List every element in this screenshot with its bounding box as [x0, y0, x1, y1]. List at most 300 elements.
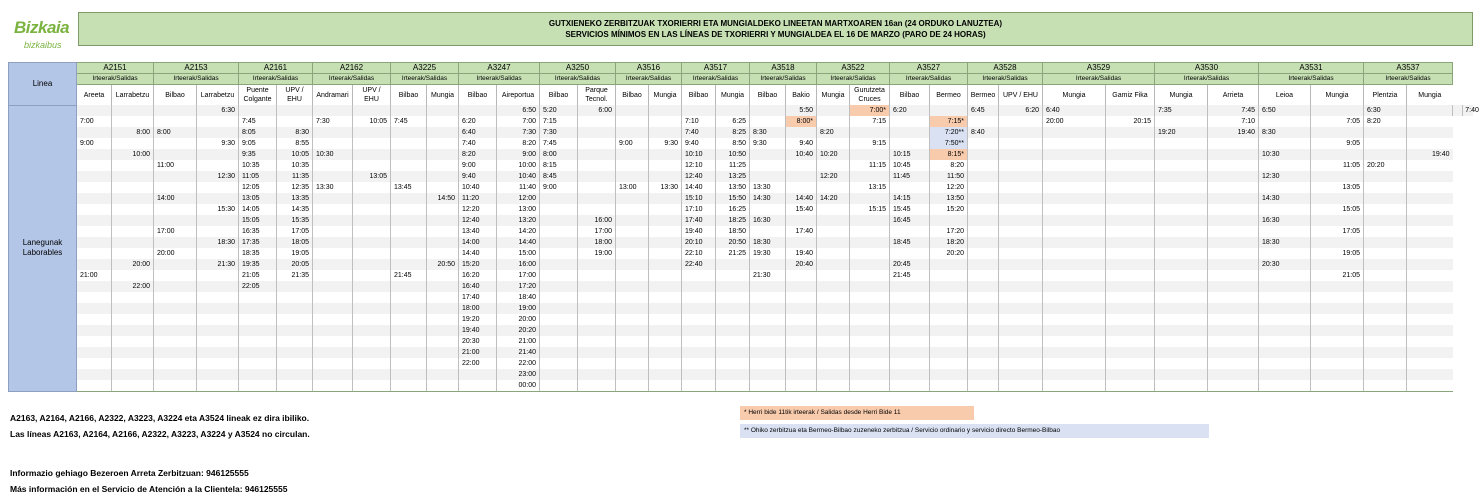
line-code-a2153: A2153 — [154, 63, 239, 74]
departure-time — [999, 138, 1043, 149]
departure-time — [1311, 303, 1364, 314]
departure-time — [540, 303, 578, 314]
departure-time: 13:30 — [750, 182, 786, 193]
departure-time: 13:30 — [649, 182, 682, 193]
departure-time: 7:15* — [930, 116, 968, 127]
departure-time — [1407, 116, 1453, 127]
departure-time — [649, 149, 682, 160]
departure-time — [197, 127, 239, 138]
departure-time — [112, 160, 154, 171]
departure-time — [1043, 292, 1106, 303]
departure-time — [77, 292, 112, 303]
line-code-a3537: A3537 — [1364, 63, 1453, 74]
departure-time — [930, 358, 968, 369]
departure-time — [1155, 116, 1208, 127]
departure-time — [750, 171, 786, 182]
departure-time — [649, 248, 682, 259]
departure-time: 6:20 — [999, 105, 1043, 116]
departure-time: 21:00 — [497, 336, 540, 347]
departure-time: 15:15 — [850, 204, 890, 215]
departures-label: Irteerak/Salidas — [239, 74, 313, 85]
departures-label: Irteerak/Salidas — [817, 74, 890, 85]
departure-time — [427, 127, 459, 138]
departure-time — [77, 248, 112, 259]
departure-time — [1259, 204, 1311, 215]
departures-label: Irteerak/Salidas — [682, 74, 750, 85]
schedule-row — [9, 226, 1474, 237]
departure-time — [682, 325, 716, 336]
departure-time — [850, 226, 890, 237]
departure-time — [999, 215, 1043, 226]
departure-time — [930, 270, 968, 281]
departure-time: 13:05 — [353, 171, 391, 182]
departure-time — [616, 259, 649, 270]
departure-time: 16:30 — [750, 215, 786, 226]
departure-time — [1155, 182, 1208, 193]
departure-time — [112, 226, 154, 237]
departure-time — [1208, 182, 1259, 193]
schedule-row — [9, 281, 1474, 292]
departure-time — [313, 215, 353, 226]
departure-time: 12:40 — [682, 171, 716, 182]
departure-time — [427, 204, 459, 215]
departure-time — [112, 138, 154, 149]
departure-time — [154, 303, 197, 314]
departure-time — [1208, 347, 1259, 358]
departure-time — [649, 314, 682, 325]
departure-time — [616, 325, 649, 336]
departure-time — [540, 347, 578, 358]
departures-label: Irteerak/Salidas — [1259, 74, 1364, 85]
departure-time — [1259, 138, 1311, 149]
departure-time: 13:35 — [277, 193, 313, 204]
departure-time — [968, 116, 999, 127]
schedule-row — [9, 336, 1474, 347]
departure-time — [197, 182, 239, 193]
departure-time — [786, 127, 817, 138]
departure-time — [313, 193, 353, 204]
destination-label: Aireportua — [497, 85, 540, 106]
departure-time: 10:30 — [1259, 149, 1311, 160]
departure-time — [197, 358, 239, 369]
departure-time — [850, 380, 890, 392]
departure-time — [968, 160, 999, 171]
departure-time — [77, 204, 112, 215]
departure-time — [968, 237, 999, 248]
departure-time — [968, 314, 999, 325]
departure-time — [890, 138, 930, 149]
departure-time — [197, 303, 239, 314]
departure-time: 8:30 — [277, 127, 313, 138]
departure-time — [1043, 336, 1106, 347]
departure-time: 14:00 — [154, 193, 197, 204]
departure-time — [968, 138, 999, 149]
departure-time — [197, 248, 239, 259]
departure-time — [353, 347, 391, 358]
departure-time — [968, 215, 999, 226]
departure-time: 8:20 — [459, 149, 497, 160]
departure-time — [1259, 292, 1311, 303]
departure-time: 20:20 — [930, 248, 968, 259]
not-running-es: Las líneas A2163, A2164, A2166, A2322, A3223, A3224 y A3524 no circulan. — [10, 429, 310, 439]
departure-time: 19:30 — [750, 248, 786, 259]
departure-time — [616, 292, 649, 303]
departure-time — [1043, 259, 1106, 270]
departure-time — [239, 292, 277, 303]
departure-time: 15:45 — [890, 204, 930, 215]
departure-time — [716, 281, 750, 292]
departure-time: 9:40 — [459, 171, 497, 182]
departure-time — [277, 105, 313, 116]
departure-time — [1364, 303, 1407, 314]
schedule-row — [9, 347, 1474, 358]
departure-time — [391, 369, 427, 380]
departure-time — [850, 347, 890, 358]
departure-time: 11:35 — [277, 171, 313, 182]
departure-time — [1259, 369, 1311, 380]
departure-time — [353, 105, 391, 116]
departure-time — [1364, 259, 1407, 270]
departure-time — [1407, 325, 1453, 336]
departure-time — [999, 127, 1043, 138]
departure-time — [540, 325, 578, 336]
schedule-row — [9, 171, 1474, 182]
departure-time — [313, 105, 353, 116]
departure-time: 9:35 — [239, 149, 277, 160]
departure-time — [1155, 292, 1208, 303]
departure-time — [649, 116, 682, 127]
departure-time — [786, 281, 817, 292]
departure-time — [427, 325, 459, 336]
departure-time: 12:30 — [1259, 171, 1311, 182]
departure-time: 7:35 — [1155, 105, 1208, 116]
departure-time — [427, 303, 459, 314]
departure-time — [1453, 105, 1463, 116]
info-eu: Informazio gehiago Bezeroen Arreta Zerbitzuan: 946125555 — [10, 468, 249, 478]
departure-time: 10:20 — [817, 149, 850, 160]
departure-time — [197, 149, 239, 160]
departure-time — [1259, 325, 1311, 336]
departure-time — [1407, 292, 1453, 303]
departure-time: 14:40 — [459, 248, 497, 259]
departure-time — [1259, 182, 1311, 193]
departure-time — [1155, 380, 1208, 392]
departure-time: 18:50 — [716, 226, 750, 237]
departure-time — [1407, 303, 1453, 314]
destination-label: Mungia — [817, 85, 850, 106]
departure-time — [1043, 347, 1106, 358]
departure-time — [154, 215, 197, 226]
legend-asterisk: * Herri bide 11tik irteerak / Salidas desde Herri Bide 11 — [740, 406, 974, 420]
departure-time — [968, 248, 999, 259]
departure-time: 14:50 — [427, 193, 459, 204]
destination-label: Parque Tecnol. — [578, 85, 616, 106]
destination-label: Mungia — [649, 85, 682, 106]
departure-time — [968, 380, 999, 392]
departure-time — [1407, 127, 1453, 138]
departure-time: 13:05 — [1311, 182, 1364, 193]
departure-time — [391, 226, 427, 237]
schedule-row — [9, 182, 1474, 193]
departure-time: 19:00 — [497, 303, 540, 314]
departure-time — [716, 292, 750, 303]
departure-time — [154, 325, 197, 336]
departure-time — [1155, 281, 1208, 292]
departure-time — [77, 149, 112, 160]
departure-time — [968, 270, 999, 281]
departure-time: 23:00 — [497, 369, 540, 380]
departure-time — [313, 358, 353, 369]
not-running-eu: A2163, A2164, A2166, A2322, A3223, A3224 eta A3524 lineak ez dira ibiliko. — [10, 413, 310, 423]
schedule-row — [9, 160, 1474, 171]
departure-time — [540, 336, 578, 347]
departure-time — [1208, 204, 1259, 215]
departure-time — [154, 347, 197, 358]
departure-time — [890, 116, 930, 127]
departure-time — [968, 336, 999, 347]
departure-time — [750, 281, 786, 292]
departure-time — [1106, 347, 1155, 358]
schedule-table — [8, 59, 1479, 392]
departure-time — [1311, 380, 1364, 392]
departure-time — [1259, 116, 1311, 127]
departure-time — [1259, 226, 1311, 237]
departure-time — [353, 314, 391, 325]
departure-time — [1155, 314, 1208, 325]
departure-time — [649, 193, 682, 204]
departure-time: 8:00 — [540, 149, 578, 160]
departure-time — [540, 314, 578, 325]
departure-time: 9:00 — [459, 160, 497, 171]
departure-time — [1106, 127, 1155, 138]
departure-time: 18:40 — [497, 292, 540, 303]
departure-time — [817, 380, 850, 392]
departure-time: 21:40 — [497, 347, 540, 358]
departure-time — [682, 369, 716, 380]
departure-time — [649, 303, 682, 314]
departure-time — [682, 281, 716, 292]
departure-time — [1155, 270, 1208, 281]
departure-time — [616, 149, 649, 160]
departure-time — [391, 204, 427, 215]
departure-time — [750, 204, 786, 215]
departure-time — [786, 369, 817, 380]
info-note — [10, 465, 287, 497]
departure-time: 7:40 — [459, 138, 497, 149]
departure-time — [1155, 347, 1208, 358]
departure-time — [313, 292, 353, 303]
departure-time: 7:45 — [239, 116, 277, 127]
departure-time: 8:15* — [930, 149, 968, 160]
departure-time — [1043, 149, 1106, 160]
legend-double-asterisk: ** Ohiko zerbitzua eta Bermeo-Bilbao zuzeneko zerbitzua / Servicio ordinario y servicio directo Bermeo-Bilbao — [740, 424, 1209, 438]
departure-time — [197, 314, 239, 325]
departure-time — [1311, 215, 1364, 226]
departure-time — [313, 369, 353, 380]
departure-time: 7:30 — [313, 116, 353, 127]
departure-time — [154, 116, 197, 127]
departure-time — [1043, 325, 1106, 336]
departure-time — [1407, 105, 1453, 116]
departure-time — [930, 380, 968, 392]
departure-time — [1407, 182, 1453, 193]
departure-time: 10:40 — [459, 182, 497, 193]
departure-time — [1155, 226, 1208, 237]
departure-time — [750, 116, 786, 127]
departure-time — [1208, 325, 1259, 336]
departure-time — [1259, 303, 1311, 314]
departure-time: 20:00 — [112, 259, 154, 270]
departure-time — [786, 237, 817, 248]
departure-time — [391, 292, 427, 303]
departure-time — [786, 182, 817, 193]
departure-time — [1311, 193, 1364, 204]
departure-time — [1155, 358, 1208, 369]
departure-time — [154, 204, 197, 215]
departure-time: 17:40 — [786, 226, 817, 237]
line-code-a3528: A3528 — [968, 63, 1043, 74]
departure-time — [1043, 237, 1106, 248]
departure-time — [313, 347, 353, 358]
departure-time — [112, 325, 154, 336]
departure-time: 15:20 — [930, 204, 968, 215]
departure-time — [313, 138, 353, 149]
departure-time — [578, 138, 616, 149]
departure-time — [1208, 369, 1259, 380]
line-code-a3516: A3516 — [616, 63, 682, 74]
departure-time — [1106, 325, 1155, 336]
departure-time — [391, 380, 427, 392]
departure-time: 10:30 — [313, 149, 353, 160]
departure-time: 15:05 — [1311, 204, 1364, 215]
departure-time — [999, 226, 1043, 237]
departure-time — [817, 226, 850, 237]
departure-time: 9:30 — [649, 138, 682, 149]
page-title — [78, 12, 1473, 46]
departure-time — [112, 314, 154, 325]
bizkaibus-logo — [8, 12, 78, 58]
departure-time: 20:30 — [459, 336, 497, 347]
departure-time — [1155, 237, 1208, 248]
departure-time: 12:20 — [817, 171, 850, 182]
destination-label: Leioa — [1259, 85, 1311, 106]
departure-time: 5:50 — [786, 105, 817, 116]
info-es: Más información en el Servicio de Atención a la Clientela: 946125555 — [10, 484, 288, 494]
departure-time — [1364, 193, 1407, 204]
departure-time: 19:05 — [1311, 248, 1364, 259]
departure-time — [1259, 160, 1311, 171]
departure-time — [649, 281, 682, 292]
departure-time: 7:30 — [497, 127, 540, 138]
departure-time — [817, 215, 850, 226]
departure-time — [750, 292, 786, 303]
departure-time — [890, 248, 930, 259]
departure-time: 19:40 — [1208, 127, 1259, 138]
departure-time: 21:00 — [77, 270, 112, 281]
departure-time — [999, 358, 1043, 369]
departure-time: 6:20 — [890, 105, 930, 116]
departure-time — [999, 303, 1043, 314]
departure-time — [1364, 380, 1407, 392]
departure-time: 8:40 — [968, 127, 999, 138]
departure-time — [1043, 281, 1106, 292]
departure-time — [154, 292, 197, 303]
departure-time — [1208, 160, 1259, 171]
departure-time — [1364, 292, 1407, 303]
departure-time — [77, 369, 112, 380]
departure-time — [968, 204, 999, 215]
departure-time: 16:00 — [497, 259, 540, 270]
departure-time: 22:00 — [112, 281, 154, 292]
departure-time — [391, 138, 427, 149]
departure-time: 8:20 — [1364, 116, 1407, 127]
departure-time: 20:00 — [154, 248, 197, 259]
departure-time — [1407, 314, 1453, 325]
departure-time: 15:10 — [682, 193, 716, 204]
departure-time: 11:15 — [850, 160, 890, 171]
departure-time: 18:45 — [890, 237, 930, 248]
destination-label: Mungia — [1155, 85, 1208, 106]
departure-time: 18:30 — [197, 237, 239, 248]
departure-time — [239, 314, 277, 325]
departure-time — [649, 160, 682, 171]
departure-time: 12:30 — [197, 171, 239, 182]
departure-time — [1106, 204, 1155, 215]
departure-time — [1311, 292, 1364, 303]
departure-time — [817, 292, 850, 303]
departure-time — [1106, 160, 1155, 171]
departure-time — [649, 369, 682, 380]
departure-time — [1364, 204, 1407, 215]
departure-time — [649, 336, 682, 347]
departure-time — [817, 369, 850, 380]
schedule-row — [9, 314, 1474, 325]
departure-time — [578, 160, 616, 171]
departure-time — [649, 270, 682, 281]
departure-time — [77, 325, 112, 336]
schedule-row — [9, 303, 1474, 314]
departure-time — [391, 237, 427, 248]
departure-time — [890, 303, 930, 314]
departure-time: 8:20 — [497, 138, 540, 149]
departure-time — [353, 380, 391, 392]
departure-time — [540, 237, 578, 248]
departure-time: 10:05 — [353, 116, 391, 127]
departure-time — [999, 116, 1043, 127]
schedule-row — [9, 215, 1474, 226]
departure-time: 11:45 — [890, 171, 930, 182]
departure-time — [968, 281, 999, 292]
departure-time — [1407, 259, 1453, 270]
departure-time — [682, 347, 716, 358]
destination-label: Bilbao — [616, 85, 649, 106]
line-code-a2151: A2151 — [77, 63, 154, 74]
departure-time — [540, 369, 578, 380]
logo-brand: Bizkaia — [14, 18, 70, 37]
departure-time — [353, 237, 391, 248]
departure-time — [578, 182, 616, 193]
departure-time: 8:30 — [750, 127, 786, 138]
departure-time — [239, 325, 277, 336]
destination-label: Gamiz Fika — [1106, 85, 1155, 106]
departure-time: 18:30 — [1259, 237, 1311, 248]
departure-time: 18:05 — [277, 237, 313, 248]
departure-time — [1043, 248, 1106, 259]
logo-sub: bizkaibus — [24, 40, 62, 50]
departure-time — [750, 369, 786, 380]
departure-time: 10:40 — [786, 149, 817, 160]
departure-time — [999, 248, 1043, 259]
